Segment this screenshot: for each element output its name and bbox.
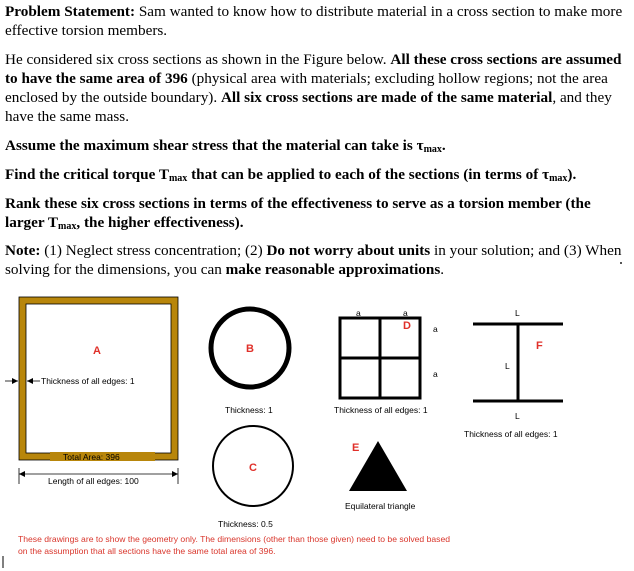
find-sub2: max: [549, 173, 568, 184]
section-a-letter: A: [93, 345, 101, 357]
desc-e: , and they have the same mass.: [5, 89, 612, 125]
rank-a: Rank these six cross sections in terms of the effectiveness to serve as a torsion member (the larger T: [5, 195, 591, 231]
arrow-head-right-a: [12, 378, 18, 384]
desc-a: He considered six cross sections as shown in the Figure below.: [5, 51, 391, 68]
find-c: ).: [567, 166, 577, 183]
section-b-thickness: Thickness: 1: [225, 405, 273, 415]
assume-b: .: [441, 137, 446, 154]
assume-sub: max: [423, 144, 442, 155]
section-f-dim-top: L: [515, 308, 520, 318]
section-d-dim-a-2: a: [403, 308, 408, 318]
section-d: [334, 308, 438, 415]
note-f: .: [440, 261, 445, 278]
section-f-dim-web: L: [505, 361, 510, 371]
note-e: make reasonable approximations: [225, 261, 441, 278]
find-a: Find the critical torque T: [5, 166, 169, 183]
section-a: [5, 297, 178, 486]
rank-sub: max: [58, 221, 77, 232]
arrow-head-left-a: [27, 378, 33, 384]
note-a: Note:: [5, 242, 45, 259]
section-f-letter: F: [536, 340, 543, 352]
desc-b: All these cross sections are assumed to have the same area of 396: [5, 51, 622, 87]
section-e-caption: Equilateral triangle: [345, 501, 416, 511]
section-f-thickness: Thickness of all edges: 1: [464, 429, 558, 439]
section-d-dim-a-1: a: [356, 308, 361, 318]
section-c: [213, 426, 293, 529]
section-d-thickness: Thickness of all edges: 1: [334, 405, 428, 415]
section-d-dim-a-4: a: [433, 369, 438, 379]
section-a-thickness: Thickness of all edges: 1: [41, 376, 135, 386]
problem-statement-label: Problem Statement:: [5, 3, 136, 20]
note-c: Do not worry about units: [266, 242, 431, 259]
section-b: [211, 309, 289, 415]
section-e: [345, 441, 416, 511]
rank-b: , the higher effectiveness).: [76, 214, 244, 231]
section-f: [464, 308, 563, 439]
note-d: in your solution; and (3) When solving for the dimensions, you can: [5, 242, 622, 278]
section-c-letter: C: [249, 462, 257, 474]
length-arrow-right: [172, 471, 178, 477]
note-b: (1) Neglect stress concentration; (2): [44, 242, 267, 259]
find-sub1: max: [168, 173, 188, 184]
section-e-letter: E: [352, 442, 360, 454]
section-f-dim-bottom: L: [515, 411, 520, 421]
length-arrow-left: [19, 471, 25, 477]
desc-d: All six cross sections are made of the same material: [220, 89, 553, 106]
section-a-area: Total Area: 396: [63, 452, 120, 462]
section-a-length: Length of all edges: 100: [48, 476, 139, 486]
desc-c: (physical area with materials; excluding hollow regions; not the area enclosed by the outside boundary).: [5, 70, 608, 106]
section-d-letter: D: [403, 320, 411, 332]
figure-note: These drawings are to show the geometry only. The dimensions (other than those given) need to be solved based on the assumption that all sections have the same total area of 396.: [18, 534, 451, 556]
section-d-dim-a-3: a: [433, 324, 438, 334]
section-c-thickness: Thickness: 0.5: [218, 519, 273, 529]
problem-statement-text: Sam wanted to know how to distribute material in a cross section to make more effective torsion members.: [5, 3, 623, 39]
find-b: that can be applied to each of the sections (in terms of τ: [187, 166, 550, 183]
section-b-letter: B: [246, 343, 254, 355]
assume-a: Assume the maximum shear stress that the material can take is τ: [5, 137, 424, 154]
